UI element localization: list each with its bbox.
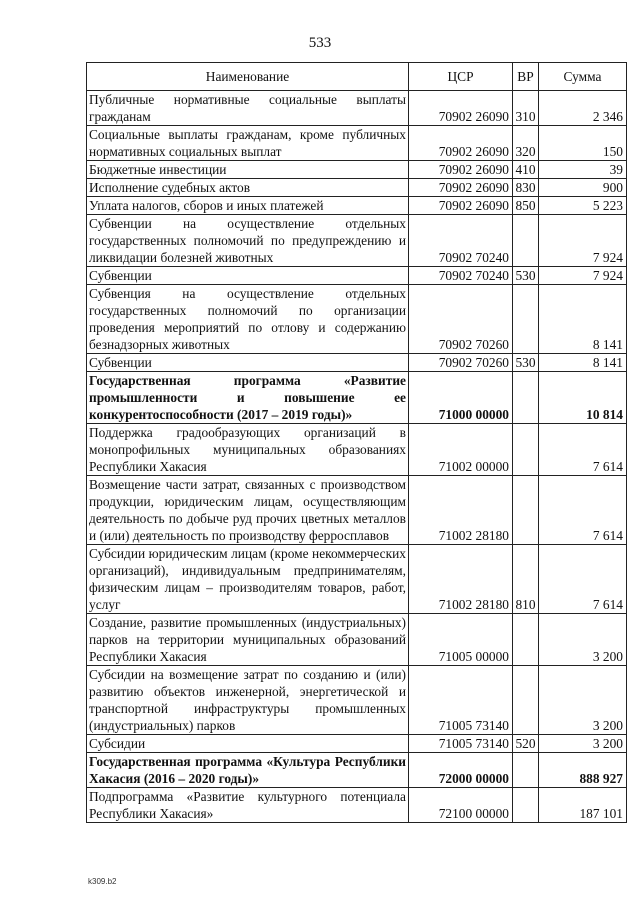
cell-vr: 530	[513, 354, 539, 372]
table-row	[87, 545, 627, 614]
cell-name: Субвенции на осуществление отдельных государственных полномочий по предупреждению и ликвидации болезней животных	[87, 215, 409, 267]
cell-csr: 70902 26090	[409, 197, 513, 215]
table-row	[87, 614, 627, 666]
cell-vr	[513, 372, 539, 424]
cell-name: Уплата налогов, сборов и иных платежей	[87, 197, 409, 215]
cell-name: Субвенции	[87, 267, 409, 285]
cell-csr: 70902 70260	[409, 285, 513, 354]
header-sum: Сумма	[539, 63, 627, 91]
cell-csr: 70902 70260	[409, 354, 513, 372]
cell-sum: 7 924	[539, 215, 627, 267]
cell-sum: 3 200	[539, 614, 627, 666]
cell-sum: 7 614	[539, 424, 627, 476]
budget-table	[86, 62, 627, 823]
cell-sum: 5 223	[539, 197, 627, 215]
cell-sum: 10 814	[539, 372, 627, 424]
table-row	[87, 215, 627, 267]
cell-csr: 71002 28180	[409, 476, 513, 545]
table-row	[87, 161, 627, 179]
cell-csr: 71005 73140	[409, 666, 513, 735]
cell-csr: 70902 26090	[409, 161, 513, 179]
cell-csr: 72000 00000	[409, 753, 513, 788]
cell-sum: 3 200	[539, 735, 627, 753]
cell-vr	[513, 215, 539, 267]
cell-sum: 3 200	[539, 666, 627, 735]
cell-csr: 70902 26090	[409, 126, 513, 161]
cell-csr: 71000 00000	[409, 372, 513, 424]
page-number: 533	[308, 35, 332, 51]
cell-sum: 8 141	[539, 285, 627, 354]
table-row	[87, 91, 627, 126]
cell-vr: 830	[513, 179, 539, 197]
cell-sum: 150	[539, 126, 627, 161]
cell-name: Субвенции	[87, 354, 409, 372]
table-row	[87, 354, 627, 372]
table-row	[87, 788, 627, 823]
table-body	[87, 91, 627, 823]
cell-vr: 320	[513, 126, 539, 161]
cell-name: Поддержка градообразующих организаций в монопрофильных муниципальных образованиях Республики Хакасия	[87, 424, 409, 476]
cell-vr: 530	[513, 267, 539, 285]
table-row	[87, 753, 627, 788]
table-row	[87, 476, 627, 545]
cell-name: Субсидии на возмещение затрат по созданию и (или) развитию объектов инженерной, энергетической и транспортной инфраструктуры промышленных (индустриальных) парков	[87, 666, 409, 735]
cell-vr	[513, 614, 539, 666]
cell-name: Государственная программа «Культура Республики Хакасия (2016 – 2020 годы)»	[87, 753, 409, 788]
table-row	[87, 197, 627, 215]
cell-csr: 70902 26090	[409, 179, 513, 197]
header-vr: ВР	[513, 63, 539, 91]
table-row	[87, 285, 627, 354]
cell-sum: 8 141	[539, 354, 627, 372]
cell-name: Социальные выплаты гражданам, кроме публичных нормативных социальных выплат	[87, 126, 409, 161]
cell-sum: 888 927	[539, 753, 627, 788]
cell-vr: 850	[513, 197, 539, 215]
cell-vr	[513, 788, 539, 823]
cell-name: Субсидии юридическим лицам (кроме некоммерческих организаций), индивидуальным предпринимателям, физическим лицам – производителям товаров, работ, услуг	[87, 545, 409, 614]
cell-name: Государственная программа «Развитие промышленности и повышение ее конкурентоспособности (2017 – 2019 годы)»	[87, 372, 409, 424]
cell-sum: 187 101	[539, 788, 627, 823]
cell-sum: 7 614	[539, 476, 627, 545]
table-row	[87, 179, 627, 197]
cell-sum: 7 614	[539, 545, 627, 614]
cell-vr	[513, 424, 539, 476]
table-row	[87, 372, 627, 424]
header-csr: ЦСР	[409, 63, 513, 91]
cell-vr	[513, 666, 539, 735]
cell-vr: 810	[513, 545, 539, 614]
cell-name: Субвенция на осуществление отдельных государственных полномочий по организации проведения мероприятий по отлову и содержанию безнадзорных животных	[87, 285, 409, 354]
cell-sum: 900	[539, 179, 627, 197]
cell-vr	[513, 476, 539, 545]
cell-csr: 71002 28180	[409, 545, 513, 614]
cell-name: Бюджетные инвестиции	[87, 161, 409, 179]
cell-vr: 520	[513, 735, 539, 753]
cell-csr: 71005 00000	[409, 614, 513, 666]
footer-code: k309.b2	[88, 877, 117, 886]
cell-name: Исполнение судебных актов	[87, 179, 409, 197]
cell-name: Возмещение части затрат, связанных с производством продукции, юридическим лицам, осуществляющим деятельность по добыче руд прочих цветных металлов и (или) деятельность по производству ферросплавов	[87, 476, 409, 545]
cell-name: Субсидии	[87, 735, 409, 753]
header-name: Наименование	[87, 63, 409, 91]
table-row	[87, 735, 627, 753]
cell-sum: 7 924	[539, 267, 627, 285]
cell-sum: 2 346	[539, 91, 627, 126]
table-row	[87, 666, 627, 735]
cell-name: Создание, развитие промышленных (индустриальных) парков на территории муниципальных образований Республики Хакасия	[87, 614, 409, 666]
cell-vr	[513, 285, 539, 354]
table-row	[87, 424, 627, 476]
cell-name: Подпрограмма «Развитие культурного потенциала Республики Хакасия»	[87, 788, 409, 823]
cell-vr: 410	[513, 161, 539, 179]
table-row	[87, 267, 627, 285]
cell-csr: 70902 26090	[409, 91, 513, 126]
cell-sum: 39	[539, 161, 627, 179]
cell-csr: 71002 00000	[409, 424, 513, 476]
cell-csr: 71005 73140	[409, 735, 513, 753]
cell-csr: 70902 70240	[409, 267, 513, 285]
cell-name: Публичные нормативные социальные выплаты гражданам	[87, 91, 409, 126]
cell-csr: 72100 00000	[409, 788, 513, 823]
table-row	[87, 126, 627, 161]
table-header-row	[87, 63, 627, 91]
cell-vr	[513, 753, 539, 788]
cell-csr: 70902 70240	[409, 215, 513, 267]
cell-vr: 310	[513, 91, 539, 126]
